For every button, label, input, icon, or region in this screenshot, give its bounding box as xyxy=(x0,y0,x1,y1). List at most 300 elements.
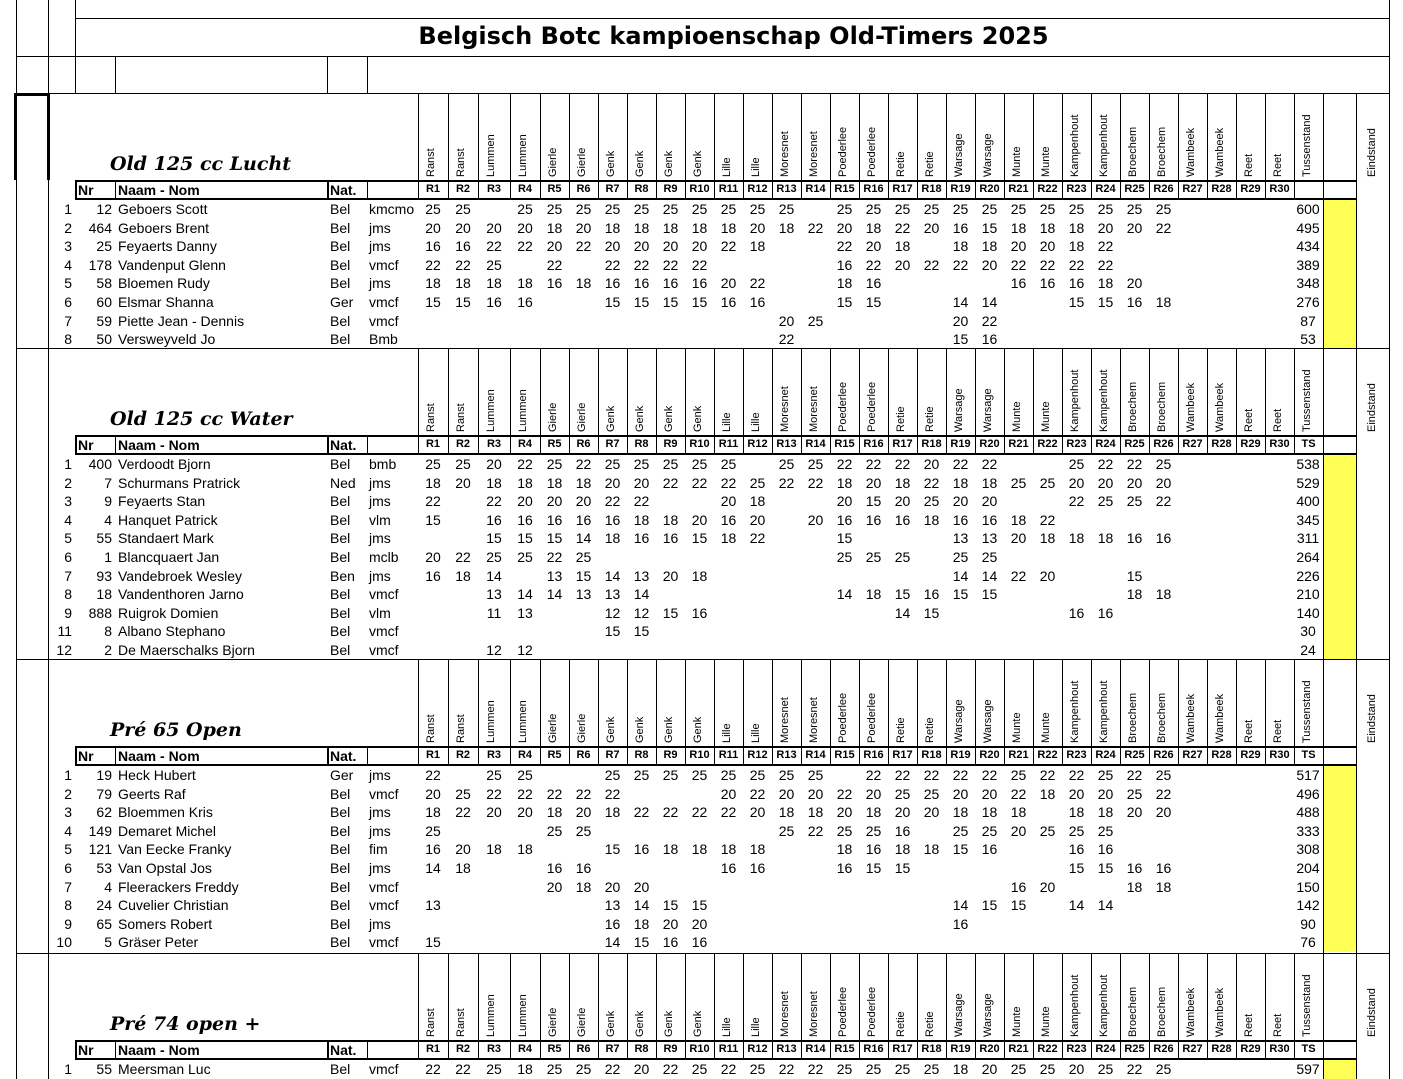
round-score: 22 xyxy=(923,256,940,273)
rider-name: Blancquaert Jan xyxy=(118,549,220,565)
grid-line xyxy=(75,764,1356,766)
round-score: 25 xyxy=(1097,1061,1114,1077)
round-score: 18 xyxy=(691,841,708,858)
round-score: 16 xyxy=(865,841,882,858)
round-score: 18 xyxy=(575,878,592,895)
grid-line xyxy=(510,659,511,746)
round-score: 18 xyxy=(749,238,766,255)
grid-line xyxy=(569,953,570,1040)
rider-name: Heck Hubert xyxy=(118,767,196,783)
round-score: 16 xyxy=(1068,604,1085,621)
round-score: 20 xyxy=(1126,474,1143,491)
rider-club: bmb xyxy=(369,456,397,472)
grid-line xyxy=(1323,435,1324,455)
round-header: R20 xyxy=(979,749,1000,761)
round-score: 25 xyxy=(720,767,737,783)
grid-line xyxy=(598,659,599,746)
round-header: R12 xyxy=(747,1043,768,1055)
round-score: 20 xyxy=(923,219,940,236)
round-score: 22 xyxy=(981,312,998,329)
round-score: 20 xyxy=(1155,804,1172,821)
round-header: R13 xyxy=(776,1043,797,1055)
round-score: 13 xyxy=(952,530,969,547)
grid-line xyxy=(946,93,947,180)
total-points: 400 xyxy=(1296,493,1320,510)
eindstand-label: Eindstand xyxy=(1366,128,1378,177)
grid-line xyxy=(1294,93,1295,180)
grid-line xyxy=(448,659,449,746)
grid-line xyxy=(743,659,744,746)
rank-position: 2 xyxy=(64,474,72,491)
round-header: R14 xyxy=(805,438,826,450)
round-score: 22 xyxy=(749,275,766,292)
grid-line xyxy=(1294,180,1295,200)
round-score: 18 xyxy=(749,493,766,510)
col-header-name: Naam - Nom xyxy=(118,1042,200,1058)
grid-line xyxy=(75,18,1390,19)
grid-line xyxy=(478,93,479,180)
round-score: 22 xyxy=(807,219,824,236)
rider-number: 121 xyxy=(88,841,112,858)
eindstand-label: Eindstand xyxy=(1366,383,1378,432)
rider-club: vmcf xyxy=(369,294,399,310)
grid-line xyxy=(418,953,419,1040)
grid-line xyxy=(946,348,947,435)
round-score: 20 xyxy=(662,915,679,932)
grid-line xyxy=(75,0,76,93)
rider-nationality: Bel xyxy=(330,238,351,255)
round-score: 14 xyxy=(952,294,969,310)
round-score: 18 xyxy=(604,219,621,236)
round-score: 20 xyxy=(1155,474,1172,491)
rider-name: Vandenput Glenn xyxy=(118,256,226,273)
round-score: 16 xyxy=(455,238,471,255)
round-score: 22 xyxy=(1126,767,1143,783)
round-score: 18 xyxy=(1155,586,1172,603)
rank-position: 10 xyxy=(56,934,72,951)
venue-label: Ranst xyxy=(455,403,467,432)
round-score: 25 xyxy=(894,201,911,217)
rank-position: 4 xyxy=(64,822,72,839)
rider-name: Ruigrok Domien xyxy=(118,604,219,621)
venue-label: Lummen xyxy=(485,700,497,743)
round-score: 15 xyxy=(691,897,708,914)
grid-line xyxy=(540,348,541,435)
round-header: R19 xyxy=(950,183,971,195)
rider-club: vmcf xyxy=(369,642,399,658)
round-score: 22 xyxy=(865,456,882,472)
round-score: 18 xyxy=(1126,878,1143,895)
col-header-nr: Nr xyxy=(78,1042,94,1058)
round-score: 18 xyxy=(575,275,592,292)
round-header: R6 xyxy=(576,1043,591,1055)
rider-nationality: Bel xyxy=(330,493,351,510)
rider-number: 12 xyxy=(96,201,112,217)
rider-nationality: Bel xyxy=(330,915,351,932)
grid-line xyxy=(714,659,715,746)
round-score: 14 xyxy=(604,934,621,951)
grid-line xyxy=(1356,348,1357,435)
venue-label: Wambeek xyxy=(1185,382,1197,432)
round-score: 20 xyxy=(575,219,592,236)
round-score: 20 xyxy=(981,1061,998,1077)
round-score: 20 xyxy=(662,567,679,584)
rider-name: Hanquet Patrick xyxy=(118,511,218,528)
venue-label: Munte xyxy=(1011,401,1023,432)
grid-line xyxy=(598,348,599,435)
round-score: 25 xyxy=(749,201,766,217)
venue-label: Genk xyxy=(692,150,704,177)
grid-line xyxy=(1323,348,1324,435)
round-score: 22 xyxy=(952,256,969,273)
round-score: 22 xyxy=(1097,256,1114,273)
round-score: 18 xyxy=(486,841,502,858)
round-score: 25 xyxy=(486,1061,502,1077)
round-score: 25 xyxy=(662,201,679,217)
round-score: 15 xyxy=(1126,567,1143,584)
round-score: 15 xyxy=(1010,897,1027,914)
round-score: 16 xyxy=(546,275,563,292)
grid-line xyxy=(1356,746,1357,766)
round-score: 22 xyxy=(546,549,563,565)
grid-line xyxy=(1294,953,1295,1040)
grid-line xyxy=(1033,93,1034,180)
grid-line xyxy=(75,746,77,766)
round-header: R14 xyxy=(805,749,826,761)
round-score: 18 xyxy=(865,804,882,821)
round-header: R2 xyxy=(455,749,471,761)
rider-number: 2 xyxy=(104,642,112,658)
venue-label: Genk xyxy=(605,716,617,743)
round-score: 20 xyxy=(486,804,502,821)
round-header: R23 xyxy=(1066,183,1087,195)
round-score: 15 xyxy=(1097,860,1114,876)
round-score: 18 xyxy=(1155,294,1172,310)
venue-label: Genk xyxy=(663,405,675,432)
grid-line xyxy=(418,93,419,180)
rider-nationality: Bel xyxy=(330,1061,351,1077)
rider-name: Vandenthoren Jarno xyxy=(118,586,244,603)
venue-label: Warsage xyxy=(953,388,965,432)
grid-line xyxy=(75,746,1356,748)
rider-club: jms xyxy=(369,219,391,236)
round-score: 22 xyxy=(865,767,882,783)
grid-line xyxy=(1356,455,1357,659)
grid-line xyxy=(115,1040,116,1060)
round-score: 25 xyxy=(1155,1061,1172,1077)
round-score: 25 xyxy=(691,1061,708,1077)
round-score: 13 xyxy=(604,586,621,603)
round-score: 25 xyxy=(865,549,882,565)
rider-number: 53 xyxy=(96,860,112,876)
round-score: 18 xyxy=(1039,785,1056,802)
round-score: 15 xyxy=(425,934,441,951)
round-header: R14 xyxy=(805,1043,826,1055)
rider-number: 9 xyxy=(104,493,112,510)
venue-label: Ranst xyxy=(425,148,437,177)
grid-line xyxy=(946,953,947,1040)
grid-line xyxy=(859,348,860,435)
round-score: 22 xyxy=(1155,219,1172,236)
round-header: R7 xyxy=(605,438,620,450)
venue-label: Lille xyxy=(750,1017,762,1037)
round-header: R8 xyxy=(634,1043,649,1055)
round-score: 18 xyxy=(778,804,795,821)
round-score: 16 xyxy=(749,294,766,310)
round-score: 25 xyxy=(749,767,766,783)
round-score: 18 xyxy=(807,804,824,821)
round-score: 25 xyxy=(981,549,998,565)
round-header: R27 xyxy=(1182,183,1203,195)
round-score: 20 xyxy=(1068,474,1085,491)
round-score: 20 xyxy=(633,878,650,895)
round-score: 15 xyxy=(981,586,998,603)
round-score: 22 xyxy=(923,767,940,783)
round-score: 18 xyxy=(836,841,853,858)
venue-label: Poederlee xyxy=(837,126,849,177)
rank-position: 8 xyxy=(64,586,72,603)
round-score: 22 xyxy=(865,256,882,273)
round-header: R3 xyxy=(486,438,502,450)
category-title: Pré 74 open + xyxy=(110,1013,261,1035)
grid-line xyxy=(478,659,479,746)
round-score: 18 xyxy=(865,219,882,236)
round-header: R23 xyxy=(1066,749,1087,761)
round-header: R28 xyxy=(1211,438,1232,450)
venue-label: Broechem xyxy=(1127,692,1139,743)
round-score: 22 xyxy=(1039,767,1056,783)
round-score: 22 xyxy=(1155,493,1172,510)
grid-line xyxy=(656,659,657,746)
round-score: 22 xyxy=(923,474,940,491)
grid-line xyxy=(1178,659,1179,746)
venue-label: Warsage xyxy=(982,699,994,743)
round-score: 25 xyxy=(1039,474,1056,491)
grid-line xyxy=(598,953,599,1040)
grid-line xyxy=(743,348,744,435)
round-score: 25 xyxy=(778,822,795,839)
venue-label: Genk xyxy=(605,1010,617,1037)
venue-label: Kampenhout xyxy=(1098,974,1110,1037)
round-header: R9 xyxy=(663,183,678,195)
grid-line xyxy=(1091,348,1092,435)
venue-label: Ranst xyxy=(455,714,467,743)
rider-nationality: Bel xyxy=(330,586,351,603)
round-score: 16 xyxy=(517,511,533,528)
rider-number: 888 xyxy=(88,604,112,621)
round-score: 18 xyxy=(425,275,441,292)
round-score: 16 xyxy=(633,841,650,858)
round-score: 16 xyxy=(981,511,998,528)
round-score: 20 xyxy=(749,804,766,821)
grid-line xyxy=(743,93,744,180)
round-score: 20 xyxy=(546,493,563,510)
round-score: 20 xyxy=(749,219,766,236)
grid-line xyxy=(1062,659,1063,746)
round-header: R2 xyxy=(455,438,471,450)
rank-position: 4 xyxy=(64,256,72,273)
round-score: 18 xyxy=(486,474,502,491)
grid-line xyxy=(1323,1040,1324,1060)
round-score: 18 xyxy=(455,275,471,292)
round-score: 22 xyxy=(1010,567,1027,584)
grid-line xyxy=(1356,659,1357,746)
round-score: 25 xyxy=(1155,201,1172,217)
round-header: R4 xyxy=(517,438,533,450)
venue-label: Poederlee xyxy=(866,381,878,432)
venue-label: Genk xyxy=(663,1010,675,1037)
round-score: 15 xyxy=(1068,294,1085,310)
total-points: 150 xyxy=(1296,878,1320,895)
round-score: 18 xyxy=(1010,804,1027,821)
round-score: 20 xyxy=(691,915,708,932)
round-score: 22 xyxy=(1010,256,1027,273)
total-points: 30 xyxy=(1300,623,1316,640)
round-score: 14 xyxy=(1097,897,1114,914)
venue-label: Warsage xyxy=(982,133,994,177)
total-points: 142 xyxy=(1296,897,1320,914)
round-header: R20 xyxy=(979,183,1000,195)
rider-number: 93 xyxy=(96,567,112,584)
grid-line xyxy=(367,435,368,455)
rider-club: jms xyxy=(369,804,391,821)
grid-line xyxy=(1062,348,1063,435)
round-score: 25 xyxy=(1010,767,1027,783)
rider-club: vmcf xyxy=(369,623,399,640)
round-score: 16 xyxy=(1097,604,1114,621)
round-score: 15 xyxy=(546,530,563,547)
round-score: 22 xyxy=(778,474,795,491)
round-score: 25 xyxy=(981,201,998,217)
round-header: R15 xyxy=(834,438,855,450)
round-score: 25 xyxy=(749,1061,766,1077)
grid-line xyxy=(714,93,715,180)
rider-name: Schurmans Pratrick xyxy=(118,474,241,491)
rank-position: 2 xyxy=(64,219,72,236)
round-header: R18 xyxy=(921,749,942,761)
round-header: R5 xyxy=(547,183,562,195)
grid-line xyxy=(830,659,831,746)
rank-position: 3 xyxy=(64,493,72,510)
round-score: 20 xyxy=(1010,530,1027,547)
round-score: 25 xyxy=(575,1061,592,1077)
rank-position: 6 xyxy=(64,294,72,310)
tussenstand-label: Tussenstand xyxy=(1301,680,1313,743)
round-score: 25 xyxy=(1068,201,1085,217)
round-score: 13 xyxy=(546,567,563,584)
venue-label: Genk xyxy=(605,150,617,177)
rider-name: Elsmar Shanna xyxy=(118,294,214,310)
venue-label: Reet xyxy=(1243,408,1255,432)
round-header: R30 xyxy=(1269,438,1290,450)
round-score: 20 xyxy=(455,841,471,858)
venue-label: Moresnet xyxy=(779,697,791,743)
round-score: 18 xyxy=(1068,530,1085,547)
round-score: 25 xyxy=(807,767,824,783)
round-score: 25 xyxy=(1068,456,1085,472)
venue-label: Poederlee xyxy=(866,692,878,743)
venue-label: Wambeek xyxy=(1214,382,1226,432)
rider-nationality: Bel xyxy=(330,804,351,821)
round-score: 20 xyxy=(633,1061,650,1077)
round-score: 13 xyxy=(633,567,650,584)
round-score: 22 xyxy=(720,238,737,255)
round-header: R17 xyxy=(892,183,913,195)
grid-line xyxy=(75,1040,77,1060)
round-score: 18 xyxy=(894,841,911,858)
round-header: R5 xyxy=(547,749,562,761)
grid-line xyxy=(917,348,918,435)
round-score: 16 xyxy=(575,511,592,528)
round-score: 20 xyxy=(720,493,737,510)
venue-label: Poederlee xyxy=(837,692,849,743)
round-score: 16 xyxy=(425,238,441,255)
round-header: R29 xyxy=(1240,749,1261,761)
round-header: R20 xyxy=(979,1043,1000,1055)
round-score: 22 xyxy=(1097,238,1114,255)
rank-position: 1 xyxy=(64,767,72,783)
round-score: 25 xyxy=(455,456,471,472)
tussenstand-label: Tussenstand xyxy=(1301,114,1313,177)
rank-position: 3 xyxy=(64,804,72,821)
round-score: 25 xyxy=(1126,201,1143,217)
round-score: 20 xyxy=(952,493,969,510)
round-score: 25 xyxy=(720,201,737,217)
round-score: 25 xyxy=(1097,201,1114,217)
rider-name: Feyaerts Stan xyxy=(118,493,206,510)
round-score: 18 xyxy=(517,275,533,292)
venue-label: Genk xyxy=(692,405,704,432)
venue-label: Lille xyxy=(721,1017,733,1037)
total-points: 53 xyxy=(1300,331,1316,348)
round-header: R16 xyxy=(863,1043,884,1055)
round-score: 18 xyxy=(517,841,533,858)
round-header: R1 xyxy=(425,749,441,761)
col-header-name: Naam - Nom xyxy=(118,748,200,764)
round-score: 20 xyxy=(923,804,940,821)
grid-line xyxy=(946,659,947,746)
rider-nationality: Bel xyxy=(330,201,351,217)
venue-label: Ranst xyxy=(455,1008,467,1037)
round-score: 18 xyxy=(1126,586,1143,603)
col-header-nat: Nat. xyxy=(330,1042,357,1058)
venue-label: Kampenhout xyxy=(1069,974,1081,1037)
round-header: R29 xyxy=(1240,1043,1261,1055)
round-score: 22 xyxy=(952,767,969,783)
round-score: 22 xyxy=(517,785,533,802)
round-header: R5 xyxy=(547,1043,562,1055)
venue-label: Gierle xyxy=(547,402,559,432)
venue-label: Wambeek xyxy=(1214,127,1226,177)
round-score: 14 xyxy=(894,604,911,621)
rank-position: 8 xyxy=(64,897,72,914)
round-header: R20 xyxy=(979,438,1000,450)
round-score: 22 xyxy=(662,1061,679,1077)
round-score: 20 xyxy=(865,474,882,491)
rider-number: 25 xyxy=(96,238,112,255)
grid-line xyxy=(540,93,541,180)
round-score: 15 xyxy=(981,897,998,914)
rider-nationality: Bel xyxy=(330,785,351,802)
grid-line xyxy=(1356,766,1357,953)
round-header: R1 xyxy=(425,1043,441,1055)
grid-line xyxy=(510,348,511,435)
round-score: 18 xyxy=(923,841,940,858)
venue-label: Genk xyxy=(663,150,675,177)
round-score: 16 xyxy=(749,860,766,876)
total-points: 495 xyxy=(1296,219,1320,236)
rider-number: 149 xyxy=(88,822,112,839)
